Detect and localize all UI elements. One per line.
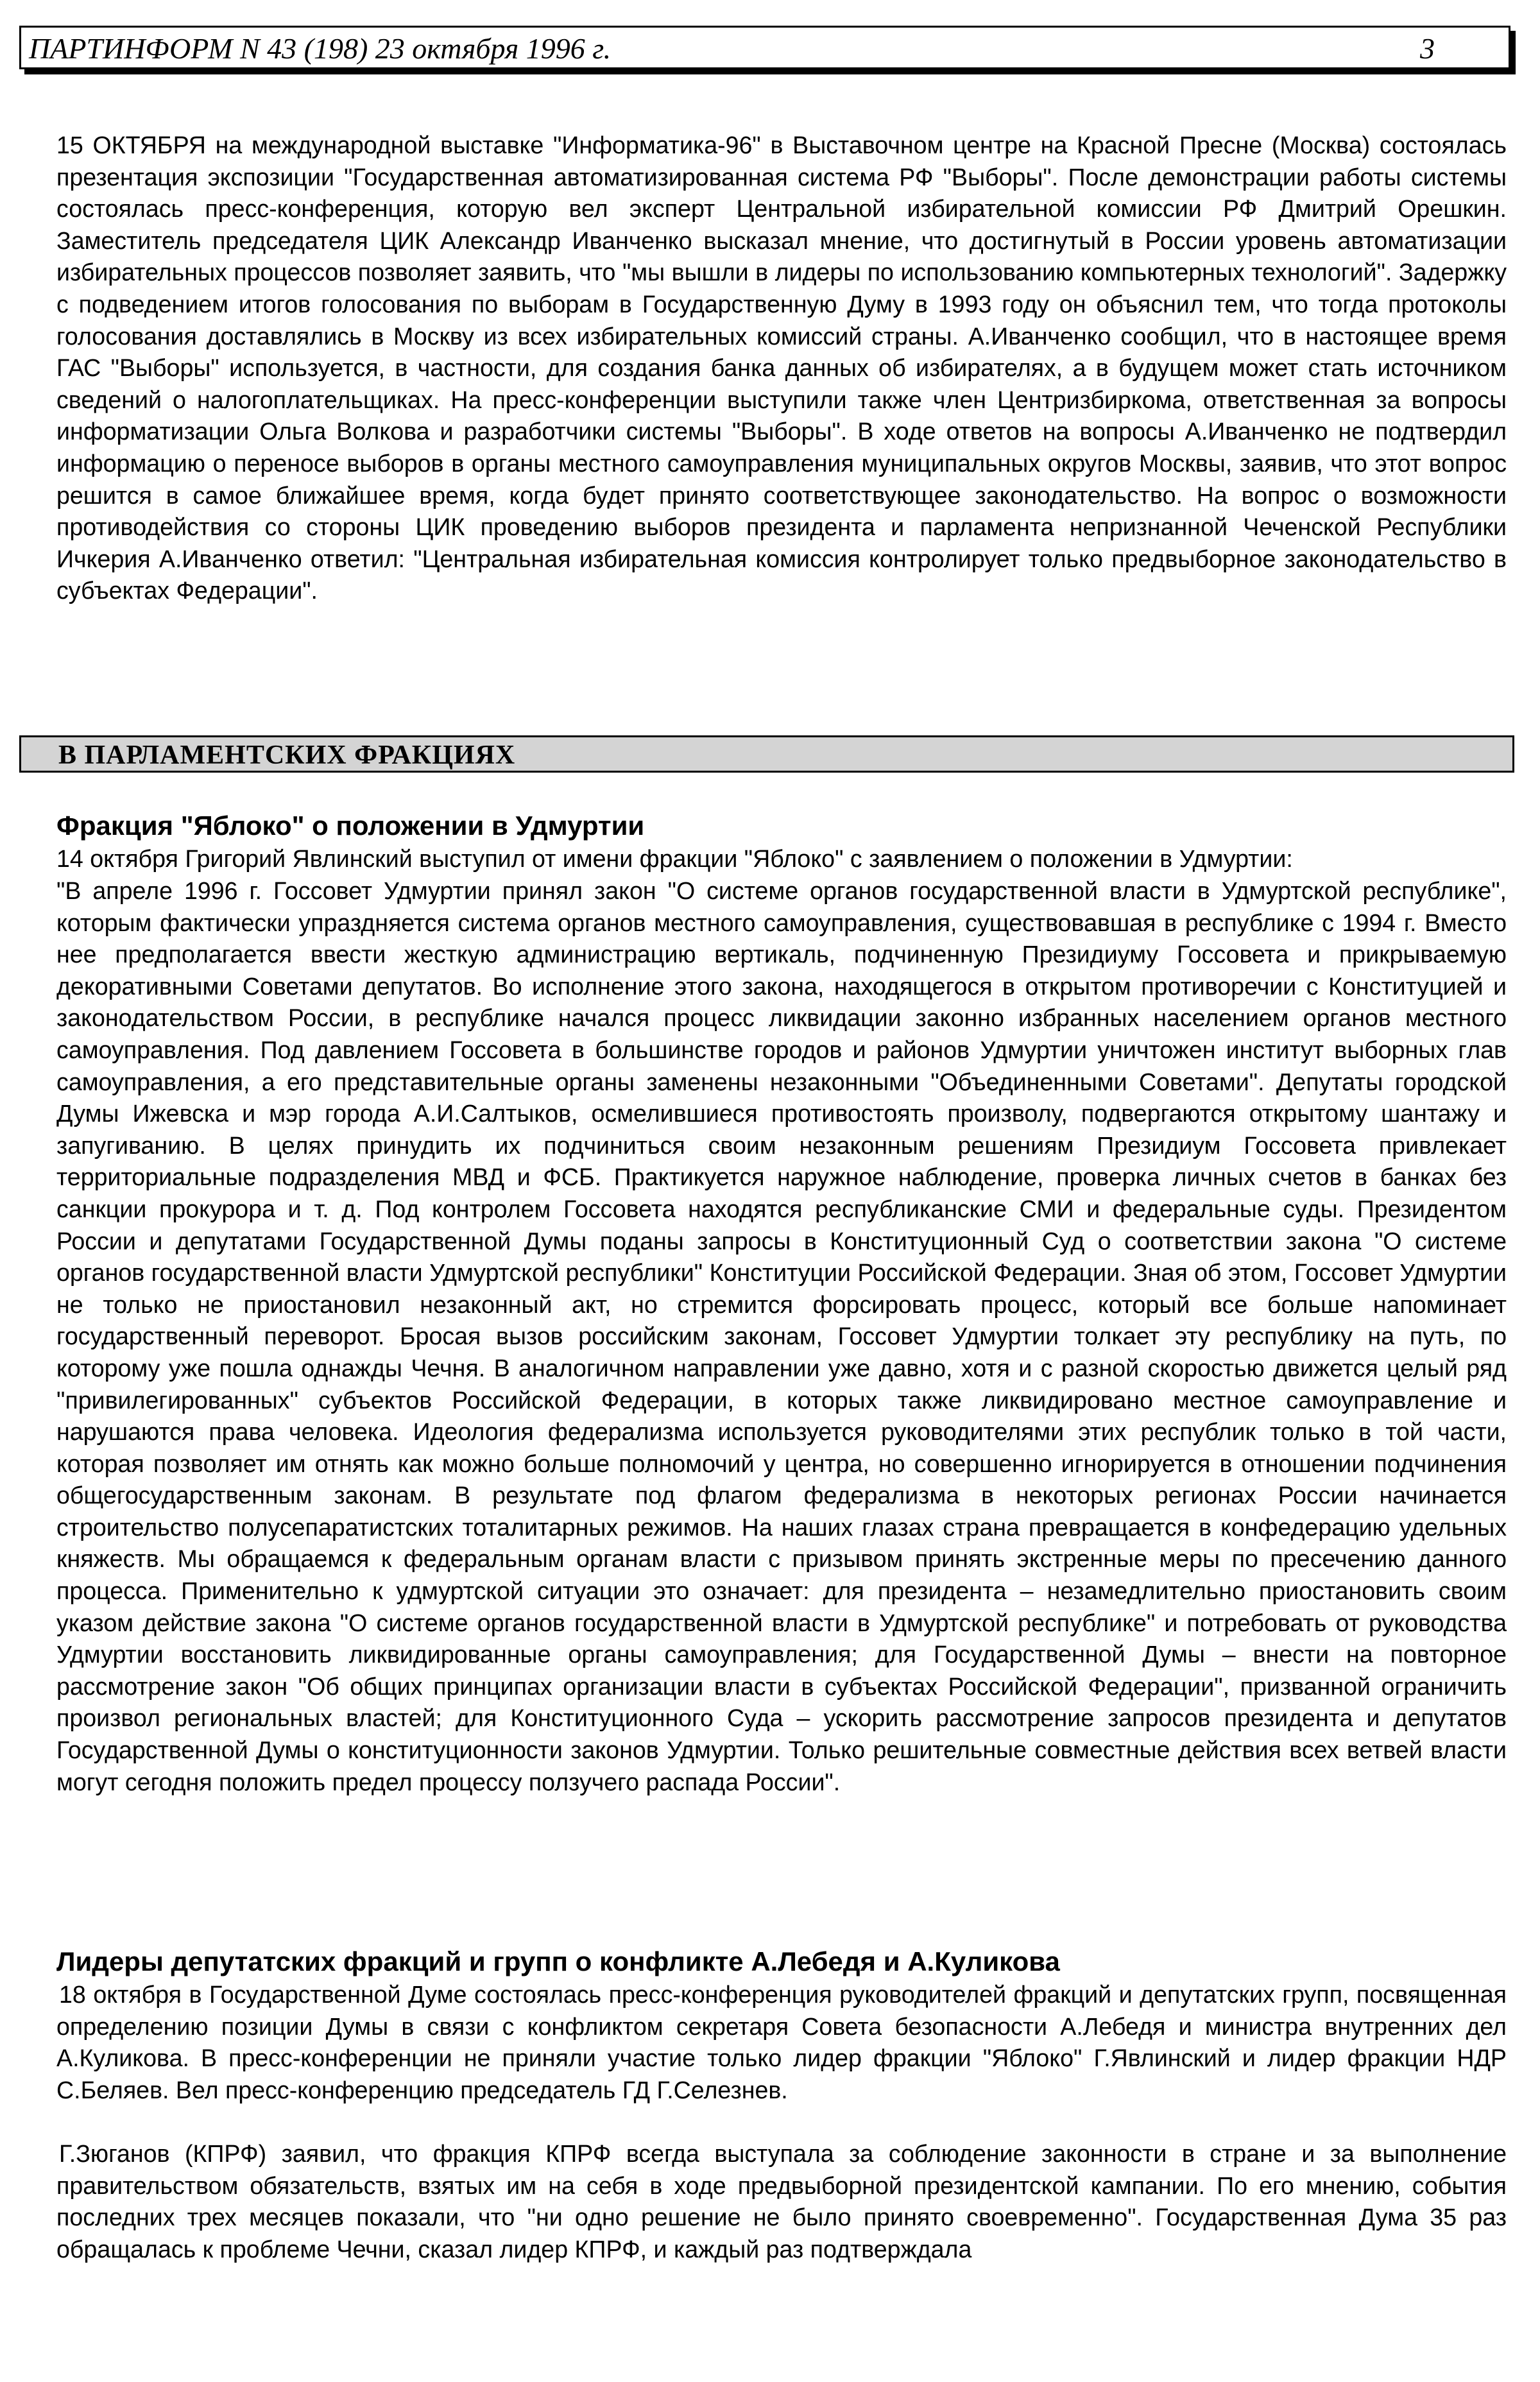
page-number: 3 xyxy=(1420,32,1435,65)
article-paragraph-leaders-2: Г.Зюганов (КПРФ) заявил, что фракция КПРФ всегда выступала за соблюдение законности в стране и за выполнение правительством обязательств, взятых им на себя в ходе предвыборной президентской кампании. По его мнению, события последних трех месяцев показали, что "ни одно решение не было принято своевременно". Государственная Дума 35 раз обращалась к проблеме Чечни, сказал лидер КПРФ, и каждый раз подтверждала xyxy=(56,2140,1507,2263)
intro-paragraph: 15 ОКТЯБРЯ на международной выставке "Информатика-96" в Выставочном центре на Красной Пресне (Москва) состоялась презентация экспозиции "Государственная автоматизированная система РФ "Выборы". После демонстрации работы системы состоялась пресс-конференция, которую вел эксперт Центральной избирательной комиссии РФ Дмитрий Орешкин. Заместитель председателя ЦИК Александр Иванченко высказал мнение, что достигнутый в России уровень автоматизации избирательных процессов позволяет заявить, что "мы вышли в лидеры по использованию компьютерных технологий". Задержку с подведением итогов голосования по выборам в Государственную Думу в 1993 году он объяснил тем, что тогда протоколы голосования доставлялись в Москву из всех избирательных комиссий страны. А.Иванченко сообщил, что в настоящее время ГАС "Выборы" используется, в частности, для создания банка данных об избирателях, а в будущем может стать источником сведений о налогоплательщиках. На пресс-конференции выступили также член Центризбиркома, ответственная за вопросы информатизации Ольга Волкова и разработчики системы "Выборы". В ходе ответов на вопросы А.Иванченко не подтвердил информацию о переносе выборов в органы местного самоуправления муниципальных округов Москвы, заявив, что этот вопрос решится в самое ближайшее время, когда будет принято соответствующее законодательство. На вопрос о возможности противодействия со стороны ЦИК проведению выборов президента и парламента непризнанной Чеченской Республики Ичкерия А.Иванченко ответил: "Центральная избирательная комиссия контролирует только предвыборное законодательство в субъектах Федерации". xyxy=(56,132,1507,604)
article-lead-yabloko: 14 октября Григорий Явлинский выступил от имени фракции "Яблоко" с заявлением о положении в Удмуртии: xyxy=(56,845,1293,872)
publication-title: ПАРТИНФОРМ N 43 (198) 23 октября 1996 г. xyxy=(29,32,612,65)
article-title-yabloko: Фракция "Яблоко" о положении в Удмуртии xyxy=(56,810,645,841)
section-bar xyxy=(19,735,1514,773)
article-body-yabloko: "В апреле 1996 г. Госсовет Удмуртии принял закон "О системе органов государственной власти в Удмуртской республике", которым фактически упраздняется система органов местного самоуправления, существовавшая в республике с 1994 г. Вместо нее предполагается ввести жесткую администрацию вертикаль, подчиненную Президиуму Госсовета и прикрываемую декоративными Советами депутатов. Во исполнение этого закона, находящегося в открытом противоречии с Конституцией и законодательством России, в республике начался процесс ликвидации законно избранных населением органов местного самоуправления. Под давлением Госсовета в большинстве городов и районов Удмуртии уничтожен институт выборных глав самоуправления, а его представительные органы заменены незаконными "Объединенными Советами". Депутаты городской Думы Ижевска и мэр города А.И.Салтыков, осмелившиеся противостоять произволу, подвергаются открытому шантажу и запугиванию. В целях принудить их подчиниться своим незаконным решениям Президиум Госсовета привлекает территориальные подразделения МВД и ФСБ. Практикуется наружное наблюдение, проверка личных счетов в банках без санкции прокурора и т. д. Под контролем Госсовета находятся республиканские СМИ и федеральные суды. Президентом России и депутатами Государственной Думы поданы запросы в Конституционный Суд о соответствии закона "О системе органов государственной власти Удмуртской республики" Конституции Российской Федерации. Зная об этом, Госсовет Удмуртии не только не приостановил незаконный акт, но стремится форсировать процесс, который все больше напоминает государственный переворот. Бросая вызов российским законам, Госсовет Удмуртии толкает эту республику на путь, по которому уже пошла однажды Чечня. В аналогичном направлении уже давно, хотя и с разной скоростью движется целый ряд "привилегированных" субъектов Российской Федерации, в которых также ликвидировано местное самоуправление и нарушаются права человека. Идеология федерализма используется руководителями этих республик только в той части, которая позволяет им отнять как можно больше полномочий у центра, но совершенно игнорируется в отношении подчинения общегосударственным законам. В результате под флагом федерализма в некоторых регионах России начинается строительство полусепаратистских тоталитарных режимов. На наших глазах страна превращается в конфедерацию удельных княжеств. Мы обращаемся к федеральным органам власти с призывом принять экстренные меры по пресечению данного процесса. Применительно к удмуртской ситуации это означает: для президента – незамедлительно приостановить своим указом действие закона "О системе органов государственной власти в Удмуртской республике" и потребовать от руководства Удмуртии восстановить ликвидированные органы самоуправления; для Государственной Думы – внести на повторное рассмотрение закон "Об общих принципах организации власти в субъектах Российской Федерации", призванной ограничить произвол региональных властей; для Конституционного Суда – ускорить рассмотрение запросов президента и депутатов Государственной Думы о конституционности законов Удмуртии. Только решительные совместные действия всех ветвей власти могут сегодня положить предел процессу ползучего распада России". xyxy=(56,877,1507,1795)
article-paragraph-leaders-1: 18 октября в Государственной Думе состоялась пресс-конференция руководителей фракций и депутатских групп, посвященная определению позиции Думы в связи с конфликтом секретаря Совета безопасности А.Лебедя и министра внутренних дел А.Куликова. В пресс-конференции не приняли участие только лидер фракции "Яблоко" Г.Явлинский и лидер фракции НДР С.Беляев. Вел пресс-конференцию председатель ГД Г.Селезнев. xyxy=(56,1981,1507,2104)
running-header xyxy=(19,26,1510,69)
article-title-leaders: Лидеры депутатских фракций и групп о конфликте А.Лебедя и А.Куликова xyxy=(56,1946,1060,1976)
section-title: В ПАРЛАМЕНТСКИХ ФРАКЦИЯХ xyxy=(58,741,516,770)
